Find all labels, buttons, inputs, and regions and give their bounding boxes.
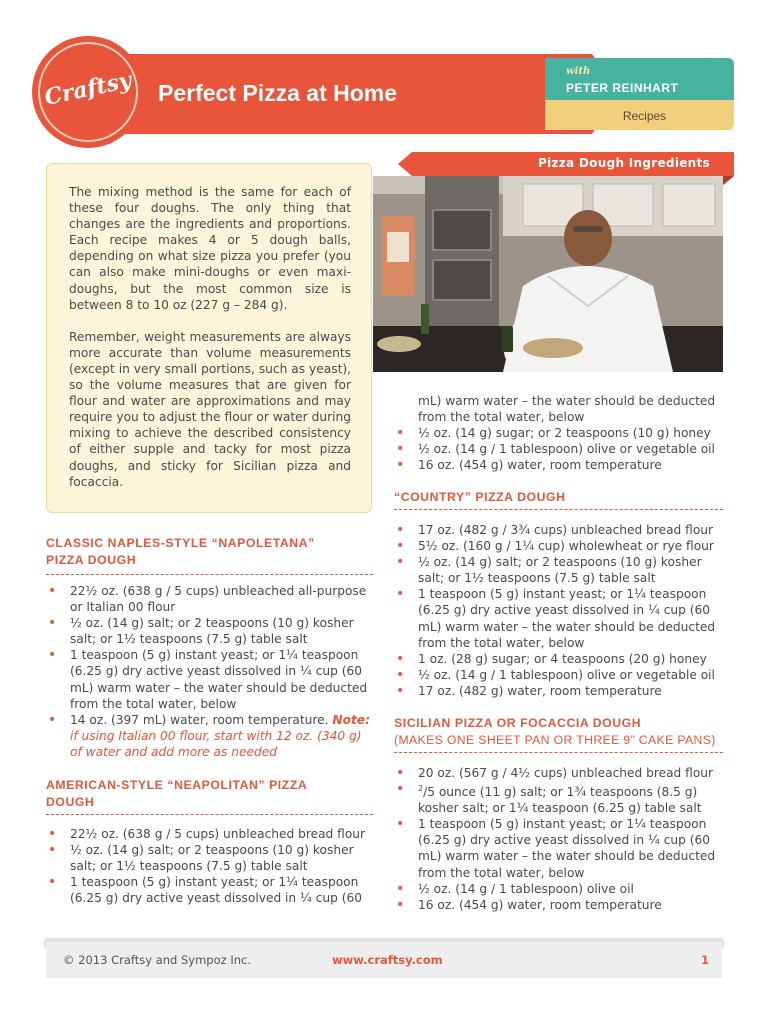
american-ingredients [46, 826, 376, 906]
ribbon-label: Pizza Dough Ingredients [537, 156, 710, 170]
intro-paragraph-2: Remember, weight measurements are always more accurate than volume measurements (except in very small portions, such as yeast), so the volume measures that are given for flour and water are approximations and may require you to adjust the flour or water during mixing to achieve the described consistency of either supple and tacky for most pizza doughs, and sticky for Sicilian pizza and focaccia. [69, 329, 351, 489]
intro-box [46, 163, 372, 513]
naples-title-line1: CLASSIC NAPLES-STYLE “NAPOLETANA” [46, 536, 315, 550]
american-title-line1: AMERICAN-STYLE “NEAPOLITAN” PIZZA [46, 778, 308, 792]
chef-photo-illustration [373, 176, 723, 372]
sicilian-divider [394, 752, 723, 753]
list-item: • 22½ oz. (638 g / 5 cups) unbleached bread flour [46, 826, 376, 842]
naples-heading [46, 535, 315, 569]
list-item [394, 781, 726, 816]
note-label: Note: [332, 712, 370, 727]
country-ingredients [394, 522, 726, 699]
list-item: • 22½ oz. (638 g / 5 cups) unbleached all-purpose or Italian 00 flour [46, 583, 376, 615]
chef-photo [373, 176, 723, 372]
list-item: • 17 oz. (482 g) water, room temperature [394, 683, 726, 699]
list-item: mL) warm water – the water should be deducted from the total water, below [418, 394, 716, 425]
list-item: • 16 oz. (454 g) water, room temperature [394, 897, 726, 913]
american-divider [46, 814, 373, 815]
with-label: with [566, 66, 591, 77]
naples-ingredients [46, 583, 376, 760]
page-footer [46, 942, 722, 978]
naples-divider [46, 574, 373, 575]
list-item: • ½ oz. (14 g) sugar; or 2 teaspoons (10 g) honey [394, 425, 726, 441]
ribbon-fold [722, 176, 734, 186]
salt-item-text: /5 ounce (11 g) salt; or 1¾ teaspoons (8.5 g) kosher salt; or 1¼ teaspoon (6.25 g) table salt [418, 785, 702, 816]
list-item: • ½ oz. (14 g / 1 tablespoon) olive or vegetable oil [394, 667, 726, 683]
website-link[interactable]: www.craftsy.com [332, 953, 443, 967]
list-item: • 1 teaspoon (5 g) instant yeast; or 1¼ teaspoon (6.25 g) dry active yeast dissolved in ¼ cup (60 mL) warm water – the water should be deducted from the total water, below [394, 586, 726, 650]
ingredients-ribbon [412, 152, 734, 176]
list-item: • ½ oz. (14 g) salt; or 2 teaspoons (10 g) kosher salt; or 1½ teaspoons (7.5 g) table salt [394, 554, 726, 586]
page-number: 1 [700, 953, 709, 967]
american-ingredients-continued [394, 393, 726, 473]
list-item: • 1 oz. (28 g) sugar; or 4 teaspoons (20 g) honey [394, 651, 726, 667]
list-item: • ½ oz. (14 g) salt; or 2 teaspoons (10 g) kosher salt; or 1½ teaspoons (7.5 g) table salt [46, 615, 376, 647]
list-item: • 16 oz. (454 g) water, room temperature [394, 457, 726, 473]
list-item: • ½ oz. (14 g / 1 tablespoon) olive oil [394, 881, 726, 897]
american-title-line2: DOUGH [46, 795, 95, 809]
logo-text: Craftsy [42, 67, 134, 111]
list-item: • ½ oz. (14 g / 1 tablespoon) olive or vegetable oil [394, 441, 726, 457]
list-item: • 5½ oz. (160 g / 1¼ cup) wholewheat or rye flour [394, 538, 726, 554]
category-label: Recipes [622, 109, 667, 123]
intro-paragraph-1: The mixing method is the same for each of these four doughs. The only thing that changes are the ingredients and proportions. Each recipe makes 4 or 5 dough balls, depending on what size pizza you prefer (you can also make mini-doughs or even maxi-doughs, but the most common size is between 8 to 10 oz (227 g – 284 g). [69, 185, 351, 312]
fraction-numerator: 2 [418, 784, 424, 794]
sicilian-subtitle: (MAKES ONE SHEET PAN OR THREE 9” CAKE PANS) [394, 733, 716, 747]
note-text: if using Italian 00 flour, start with 12 oz. (340 g) of water and add more as needed [70, 728, 362, 759]
sicilian-ingredients [394, 765, 726, 913]
author-name: PETER REINHART [566, 81, 679, 95]
list-item: • 20 oz. (567 g / 4½ cups) unbleached bread flour [394, 765, 726, 781]
sicilian-heading [394, 715, 716, 749]
country-heading: “COUNTRY” PIZZA DOUGH [394, 490, 566, 504]
copyright-text: © 2013 Craftsy and Sympoz Inc. [63, 953, 251, 967]
list-item: • 1 teaspoon (5 g) instant yeast; or 1¼ teaspoon (6.25 g) dry active yeast dissolved in ¼ cup (60 [46, 874, 376, 906]
sicilian-title: SICILIAN PIZZA OR FOCACCIA DOUGH [394, 716, 642, 730]
list-item [46, 712, 376, 760]
country-divider [394, 509, 723, 510]
list-item: • 17 oz. (482 g / 3¾ cups) unbleached bread flour [394, 522, 726, 538]
list-item: • 1 teaspoon (5 g) instant yeast; or 1¼ teaspoon (6.25 g) dry active yeast dissolved in ¼ cup (60 mL) warm water – the water should be deducted from the total water, below [46, 647, 376, 711]
american-heading [46, 777, 307, 811]
page-title: Perfect Pizza at Home [158, 80, 398, 106]
list-item: • 1 teaspoon (5 g) instant yeast; or 1¼ teaspoon (6.25 g) dry active yeast dissolved in ¼ cup (60 mL) warm water – the water should be deducted from the total water, below [394, 816, 726, 880]
list-item: • ½ oz. (14 g) salt; or 2 teaspoons (10 g) kosher salt; or 1½ teaspoons (7.5 g) table salt [46, 842, 376, 874]
naples-title-line2: PIZZA DOUGH [46, 553, 137, 567]
naples-water-item: 14 oz. (397 mL) water, room temperature. [70, 712, 329, 727]
